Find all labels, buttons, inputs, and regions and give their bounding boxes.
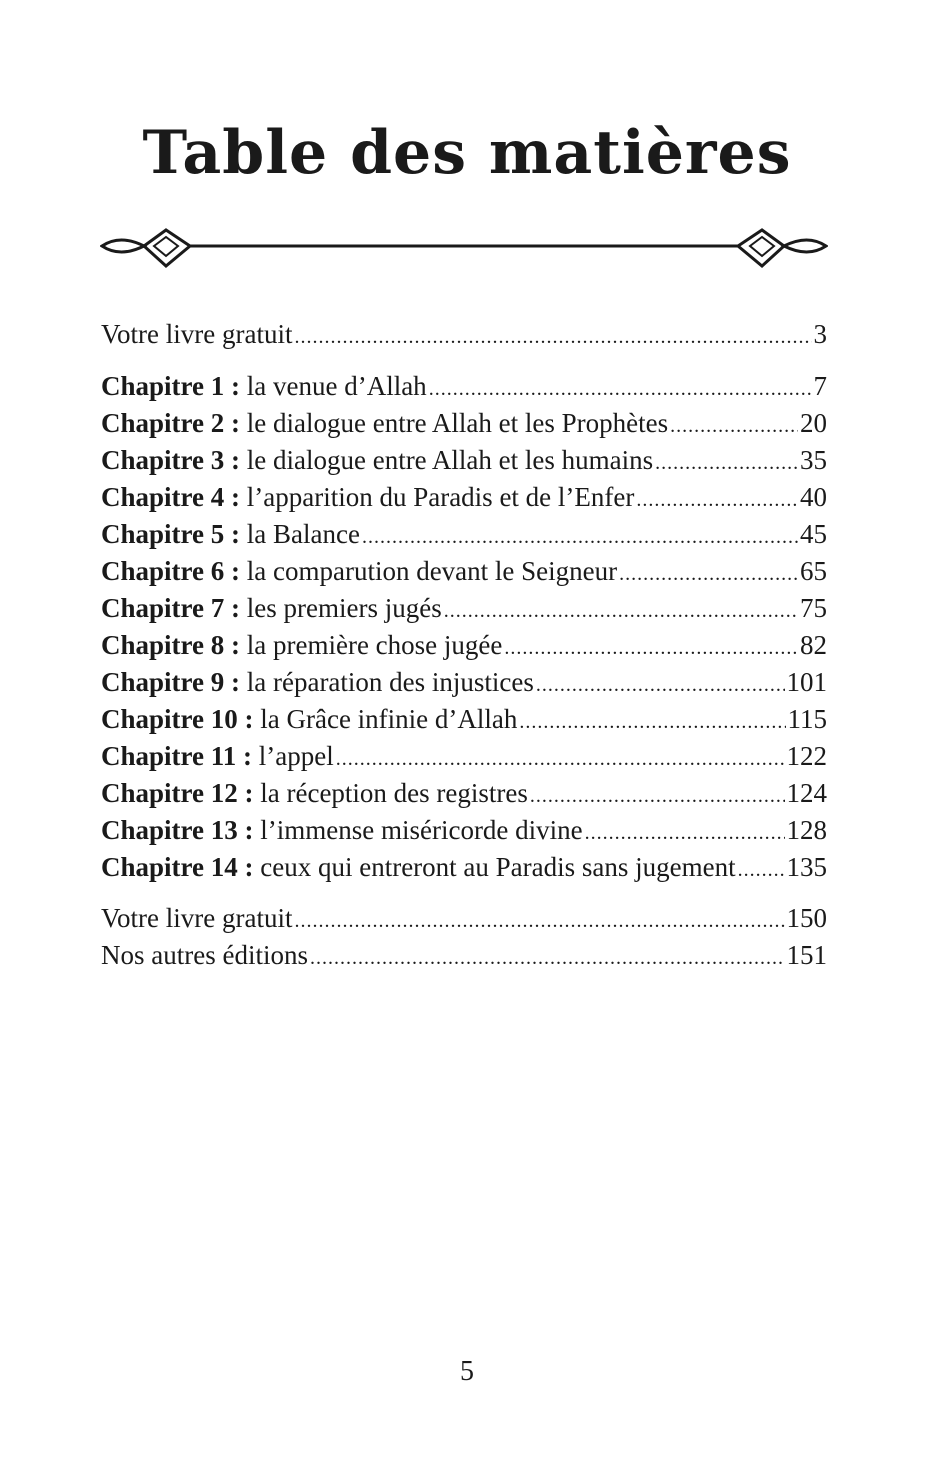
- chapter-number: Chapitre 11 :: [101, 741, 253, 771]
- chapter-title: la venue d’Allah: [246, 371, 427, 401]
- chapter-title: le dialogue entre Allah et les humains: [246, 445, 654, 475]
- chapter-number: Chapitre 7 :: [101, 593, 240, 623]
- chapter-number: Chapitre 14 :: [101, 852, 254, 882]
- toc-back: [101, 900, 827, 974]
- toc-entry-page: 115: [787, 704, 827, 734]
- toc-leader-dots: [655, 445, 798, 482]
- chapter-title: la Balance: [246, 519, 360, 549]
- toc-chapters: [101, 368, 827, 886]
- toc-leader-dots: [619, 556, 798, 593]
- toc-entry-page: 122: [786, 741, 827, 771]
- chapter-number: Chapitre 3 :: [101, 445, 240, 475]
- chapter-number: Chapitre 5 :: [101, 519, 240, 549]
- toc-entry-page: 101: [786, 667, 827, 697]
- toc-entry-page: 82: [800, 630, 827, 660]
- toc-leader-dots: [530, 778, 785, 815]
- toc-entry[interactable]: [101, 900, 827, 937]
- chapter-title: la réparation des injustices: [246, 667, 534, 697]
- toc-leader-dots: [504, 630, 798, 667]
- toc-leader-dots: [310, 940, 785, 977]
- toc-leader-dots: [670, 408, 798, 445]
- toc-entry-page: 20: [800, 408, 827, 438]
- toc-entry[interactable]: [101, 553, 827, 590]
- chapter-number: Chapitre 4 :: [101, 482, 240, 512]
- toc-leader-dots: [429, 371, 812, 408]
- toc-entry-page: 75: [800, 593, 827, 623]
- toc-front: [101, 316, 827, 353]
- chapter-number: Chapitre 8 :: [101, 630, 240, 660]
- toc-entry[interactable]: [101, 442, 827, 479]
- toc-entry-page: 150: [786, 903, 827, 933]
- page-number: 5: [460, 1356, 474, 1387]
- chapter-title: la comparution devant le Seigneur: [246, 556, 618, 586]
- toc-entry-page: 65: [800, 556, 827, 586]
- toc-entry-page: 128: [786, 815, 827, 845]
- chapter-title: la Grâce infinie d’Allah: [260, 704, 518, 734]
- chapter-number: Chapitre 1 :: [101, 371, 240, 401]
- toc-entry[interactable]: [101, 664, 827, 701]
- toc-leader-dots: [362, 519, 798, 556]
- toc-entry-page: 40: [800, 482, 827, 512]
- toc-leader-dots: [294, 903, 784, 940]
- toc-entry-label: Nos autres éditions: [101, 940, 308, 970]
- toc-entry-page: 151: [786, 940, 827, 970]
- toc-entry[interactable]: [101, 316, 827, 353]
- toc-leader-dots: [636, 482, 798, 519]
- toc-entry-page: 124: [786, 778, 827, 808]
- ornament-divider-icon: [100, 226, 828, 270]
- toc-entry-page: 7: [813, 371, 827, 401]
- chapter-title: l’apparition du Paradis et de l’Enfer: [246, 482, 635, 512]
- chapter-number: Chapitre 13 :: [101, 815, 254, 845]
- toc-entry-page: 135: [786, 852, 827, 882]
- chapter-number: Chapitre 12 :: [101, 778, 254, 808]
- page-title: Table des matières: [142, 118, 792, 188]
- toc-entry-page: 45: [800, 519, 827, 549]
- toc-leader-dots: [336, 741, 785, 778]
- toc-leader-dots: [738, 852, 785, 889]
- toc-entry[interactable]: [101, 590, 827, 627]
- chapter-title: le dialogue entre Allah et les Prophètes: [246, 408, 669, 438]
- chapter-number: Chapitre 9 :: [101, 667, 240, 697]
- toc-entry[interactable]: [101, 405, 827, 442]
- chapter-title: l’immense miséricorde divine: [260, 815, 583, 845]
- toc-leader-dots: [444, 593, 798, 630]
- toc-entry[interactable]: [101, 701, 827, 738]
- toc-entry-page: 35: [800, 445, 827, 475]
- toc-entry[interactable]: [101, 516, 827, 553]
- toc-entry[interactable]: [101, 738, 827, 775]
- toc-entry[interactable]: [101, 627, 827, 664]
- toc-entry[interactable]: [101, 368, 827, 405]
- toc-entry[interactable]: [101, 812, 827, 849]
- toc-entry-page: 3: [813, 319, 827, 349]
- chapter-title: la réception des registres: [260, 778, 528, 808]
- toc-leader-dots: [519, 704, 785, 741]
- toc-entry[interactable]: [101, 937, 827, 974]
- toc-entry-label: Votre livre gratuit: [101, 319, 293, 349]
- chapter-number: Chapitre 2 :: [101, 408, 240, 438]
- toc-entry[interactable]: [101, 775, 827, 812]
- toc-entry[interactable]: [101, 479, 827, 516]
- toc-leader-dots: [294, 319, 811, 356]
- toc-entry-label: Votre livre gratuit: [101, 903, 293, 933]
- toc-entry[interactable]: [101, 849, 827, 886]
- chapter-title: ceux qui entreront au Paradis sans jugement: [260, 852, 736, 882]
- chapter-number: Chapitre 10 :: [101, 704, 254, 734]
- toc-leader-dots: [585, 815, 785, 852]
- chapter-number: Chapitre 6 :: [101, 556, 240, 586]
- chapter-title: les premiers jugés: [246, 593, 442, 623]
- toc-leader-dots: [536, 667, 785, 704]
- chapter-title: la première chose jugée: [246, 630, 503, 660]
- chapter-title: l’appel: [258, 741, 334, 771]
